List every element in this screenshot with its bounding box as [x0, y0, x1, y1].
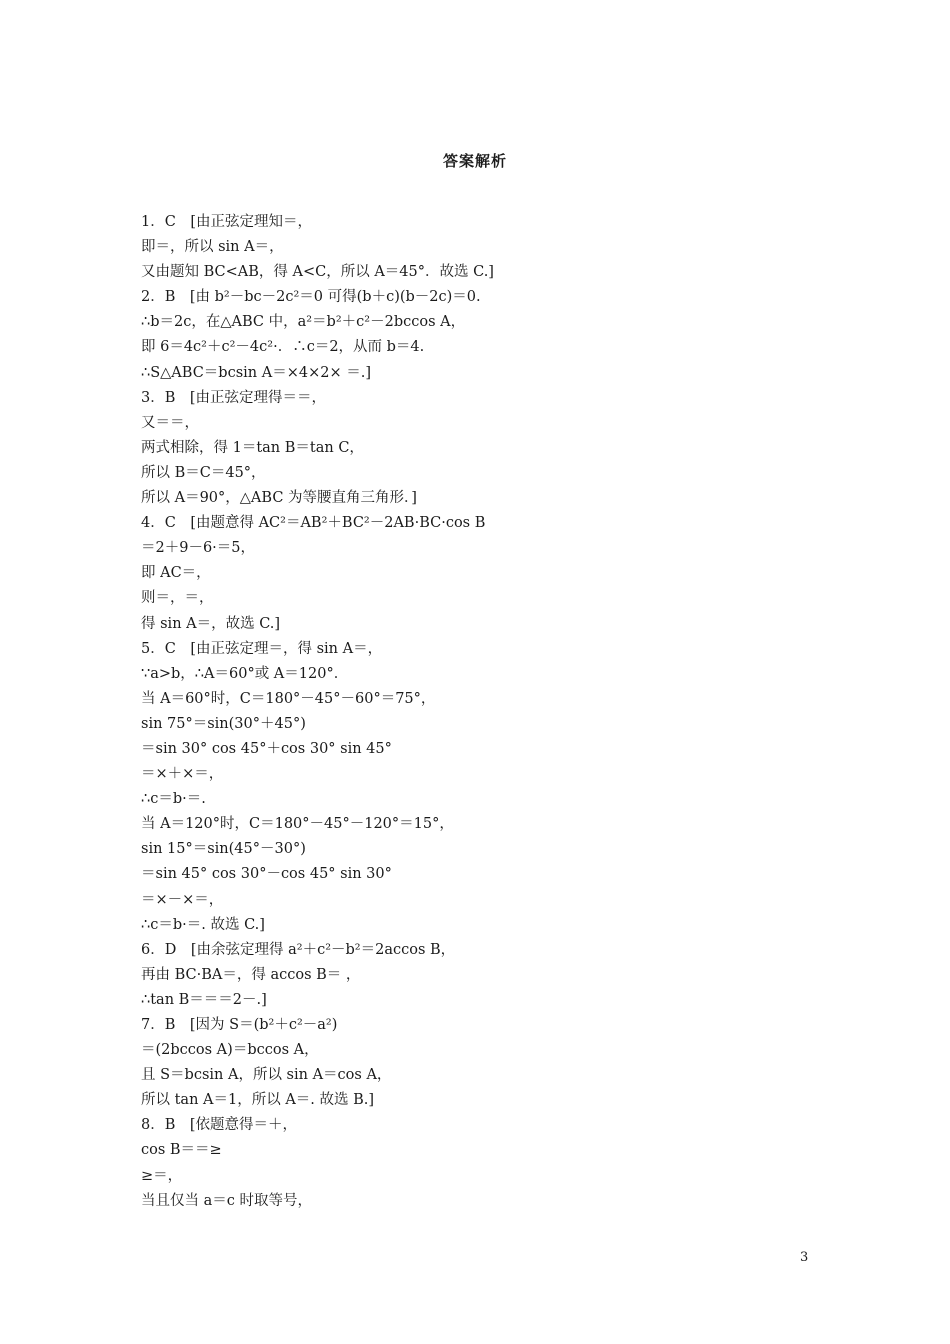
text-line: 两式相除，得 1＝tan B＝tan C， [141, 439, 364, 456]
text-line: 所以 B＝C＝45°， [141, 464, 266, 481]
text-line: ＝sin 45° cos 30°－cos 45° sin 30° [141, 866, 392, 883]
text-line: 得 sin A＝，故选 C.] [141, 615, 281, 632]
text-line: 7．B [因为 S＝(b²＋c²－a²) [141, 1017, 338, 1033]
answer-explanation-body [141, 210, 841, 1214]
text-line: ＝2＋9－6·＝5， [141, 540, 256, 557]
text-line: sin 75°＝sin(30°＋45°) [141, 715, 306, 732]
text-line: ＝sin 30° cos 45°＋cos 30° sin 45° [141, 740, 392, 757]
text-line: 且 S＝bcsin A，所以 sin A＝cos A， [141, 1067, 392, 1084]
text-line: 又＝＝， [141, 414, 199, 431]
text-line: ∴tan B＝＝＝2－.] [141, 991, 267, 1008]
text-line: 3．B [由正弦定理得＝＝， [141, 389, 327, 406]
text-line: ∴c＝b·＝. [141, 791, 206, 808]
text-line: 6．D [由余弦定理得 a²＋c²－b²＝2accos B， [141, 941, 456, 958]
text-line: ∴b＝2c，在△ABC 中，a²＝b²＋c²－2bccos A， [141, 314, 466, 331]
text-line: ≥＝， [141, 1167, 183, 1184]
text-line: 2．B [由 b²－bc－2c²＝0 可得(b＋c)(b－2c)＝0. [141, 289, 481, 306]
text-line: 即＝，所以 sin A＝， [141, 239, 284, 256]
text-line: 则＝，＝， [141, 590, 214, 607]
text-line: ∴c＝b·＝. 故选 C.] [141, 916, 265, 933]
text-line: ＝×－×＝， [141, 891, 224, 908]
text-line: 当且仅当 a＝c 时取等号， [141, 1192, 312, 1209]
text-line: 5．C [由正弦定理＝，得 sin A＝， [141, 640, 383, 657]
text-line: ＝×＋×＝， [141, 766, 224, 783]
text-line: 又由题知 BC<AB，得 A<C，所以 A＝45°．故选 C.] [141, 264, 494, 281]
text-line: 再由 BC·BA＝，得 accos B＝ ， [141, 966, 361, 983]
page-title: 答案解析 [442, 152, 507, 170]
text-line: 所以 A＝90°，△ABC 为等腰直角三角形．] [141, 490, 417, 507]
text-line: 所以 tan A＝1，所以 A＝. 故选 B.] [141, 1092, 375, 1109]
text-line: 即 6＝4c²＋c²－4c²·．∴c＝2，从而 b＝4. [141, 339, 425, 356]
text-line: sin 15°＝sin(45°－30°) [141, 841, 306, 858]
page-number: 3 [800, 1250, 809, 1265]
text-line: cos B＝＝≥ [141, 1142, 222, 1159]
text-line: 当 A＝60°时，C＝180°－45°－60°＝75°， [141, 690, 436, 707]
text-line: ∴S△ABC＝bcsin A＝×4×2× ＝.] [141, 364, 371, 381]
text-line: 8．B [依题意得＝＋， [141, 1117, 298, 1134]
text-line: 1．C [由正弦定理知＝， [141, 214, 312, 230]
text-line: 当 A＝120°时，C＝180°－45°－120°＝15°， [141, 816, 454, 833]
text-line: ∵a>b，∴A＝60°或 A＝120°． [141, 665, 349, 682]
text-line: 即 AC＝， [141, 565, 211, 582]
text-line: ＝(2bccos A)＝bccos A， [141, 1042, 319, 1059]
text-line: 4．C [由题意得 AC²＝AB²＋BC²－2AB·BC·cos B [141, 515, 486, 532]
